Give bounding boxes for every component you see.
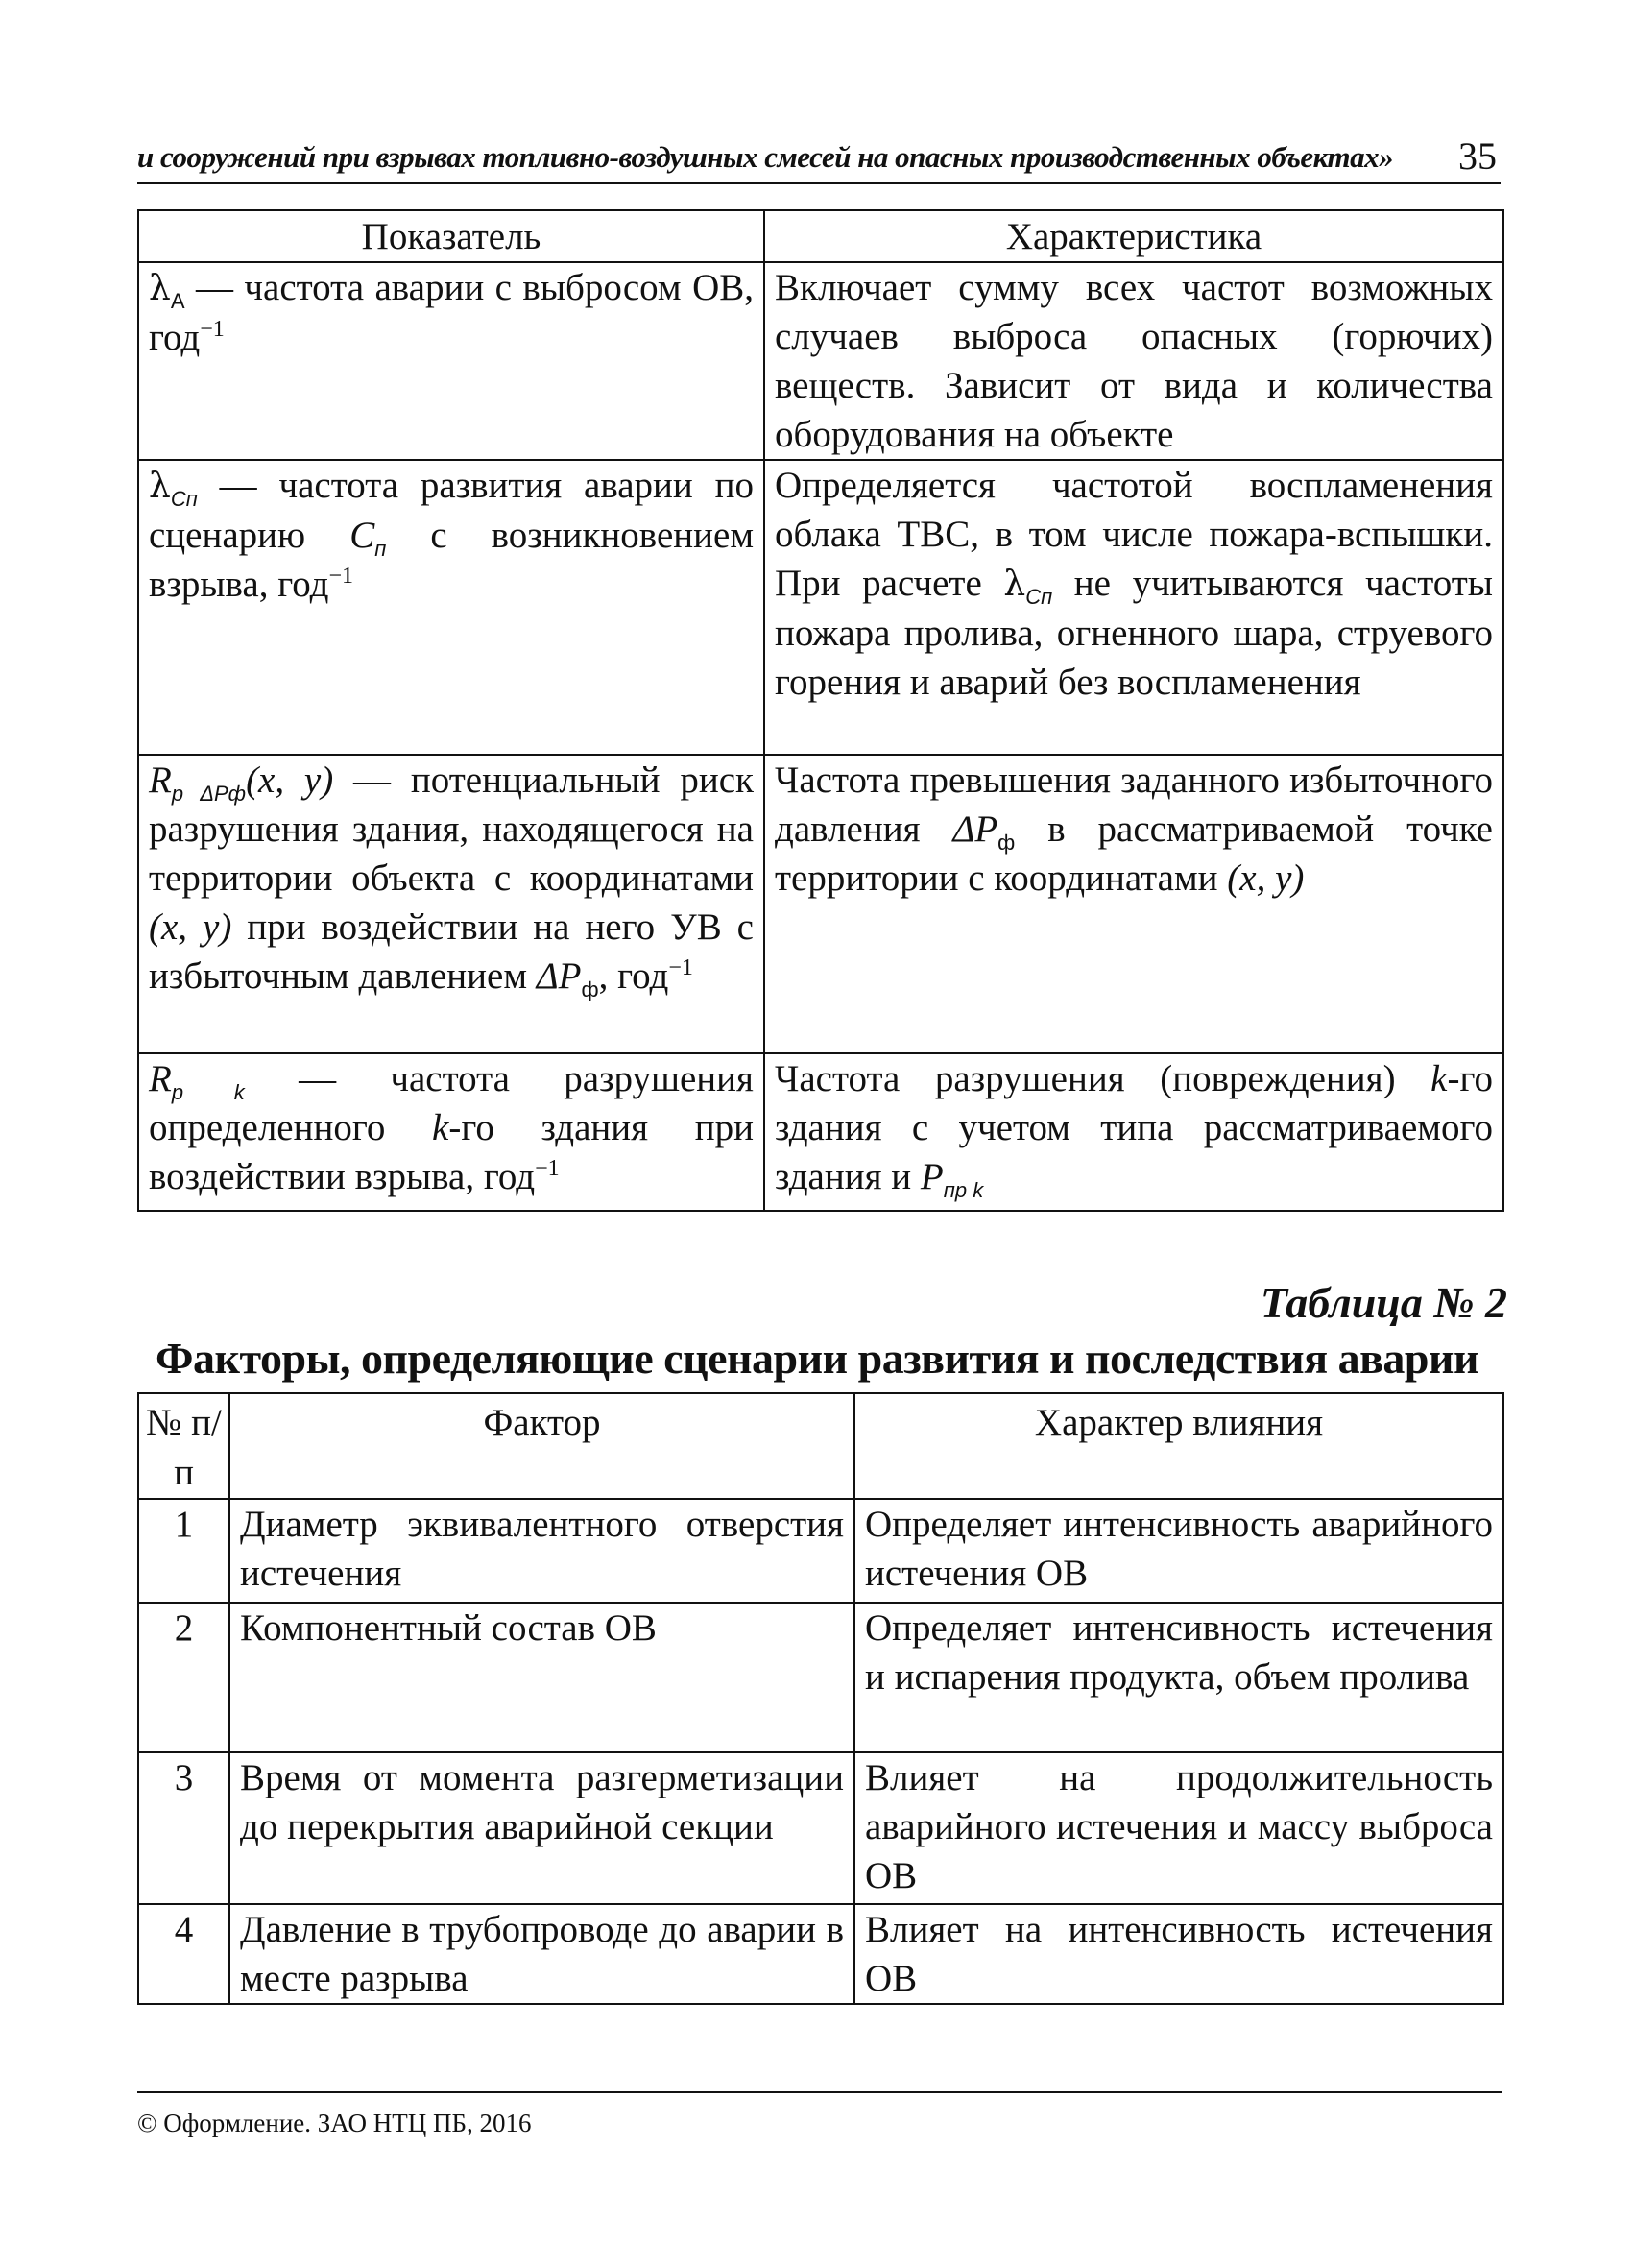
table-row — [138, 1499, 1503, 1603]
row-number: 4 — [138, 1904, 229, 2004]
row-number: 3 — [138, 1752, 229, 1904]
factor-cell: Диаметр эквивалентного отверстия истечения — [229, 1499, 854, 1603]
row-number: 2 — [138, 1603, 229, 1752]
table-row — [138, 1904, 1503, 2004]
table-caption: Факторы, определяющие сценарии развития и последствия аварии — [156, 1334, 1479, 1383]
column-header-number: № п/п — [138, 1393, 229, 1499]
factor-cell: Давление в трубопроводе до аварии в месте разрыва — [229, 1904, 854, 2004]
column-header-effect: Характер влияния — [854, 1393, 1503, 1499]
effect-cell: Влияет на продолжительность аварийного истечения и массу выброса ОВ — [854, 1752, 1503, 1904]
table-row — [138, 262, 1503, 460]
page-number: 35 — [1458, 134, 1497, 178]
table-row — [138, 1053, 1503, 1211]
factor-cell: Время от момента разгерметизации до перекрытия аварийной секции — [229, 1752, 854, 1904]
indicator-cell: $R_{р k}$ — частота разрушения определенного k-го здания при воздействии взрыва, год$^{-1}$ — [138, 1053, 764, 1211]
table-row — [138, 460, 1503, 755]
factors-table — [137, 1392, 1504, 2005]
table-row — [138, 1603, 1503, 1752]
effect-cell: Определяет интенсивность истечения и испарения продукта, объем пролива — [854, 1603, 1503, 1752]
row-number: 1 — [138, 1499, 229, 1603]
characteristic-cell: Частота разрушения (повреждения) k-го здания с учетом типа рассматриваемого здания и $P_{пр k}$ — [764, 1053, 1503, 1211]
indicator-cell: $\lambda_{Cп}$ — частота развития аварии по сценарию $C_п$ с возникновением взрыва, год$^{-1}$ — [138, 460, 764, 755]
running-title: и сооружений при взрывах топливно-воздушных смесей на опасных производственных объектах» — [137, 140, 1394, 174]
column-header-characteristic: Характеристика — [764, 210, 1503, 262]
copyright-notice: © Оформление. ЗАО НТЦ ПБ, 2016 — [137, 2109, 532, 2137]
indicator-cell: $R_{р \Delta Pф}(x$, y) — потенциальный риск разрушения здания, находящегося на территории объекта с координатами (x, y) при воздействии на него УВ с избыточным давлением $\Delta P_ф$, год$^{-1}$ — [138, 755, 764, 1053]
characteristic-cell: Определяется частотой воспламенения облака ТВС, в том числе пожара-вспышки. При расчете $\lambda_{Cп}$ не учитываются частоты пожара пролива, огненного шара, струевого горения и аварий без воспламенения — [764, 460, 1503, 755]
factor-cell: Компонентный состав ОВ — [229, 1603, 854, 1752]
indicators-table — [137, 209, 1504, 1212]
table-row — [138, 755, 1503, 1053]
page-header — [137, 133, 1501, 184]
characteristic-cell: Включает сумму всех частот возможных случаев выброса опасных (горючих) веществ. Зависит от вида и количества оборудования на объекте — [764, 262, 1503, 460]
effect-cell: Определяет интенсивность аварийного истечения ОВ — [854, 1499, 1503, 1603]
effect-cell: Влияет на интенсивность истечения ОВ — [854, 1904, 1503, 2004]
table-header-row — [138, 1393, 1503, 1499]
page-footer — [137, 2091, 1502, 2137]
characteristic-cell: Частота превышения заданного избыточного давления $\Delta P_ф$ в рассматриваемой точке территории с координатами (x, y) — [764, 755, 1503, 1053]
indicator-cell: $\lambda_А$ — частота аварии с выбросом ОВ, год$^{-1}$ — [138, 262, 764, 460]
column-header-indicator: Показатель — [138, 210, 764, 262]
column-header-factor: Фактор — [229, 1393, 854, 1499]
table-row — [138, 1752, 1503, 1904]
table-number-label: Таблица № 2 — [1260, 1278, 1507, 1327]
table-header-row — [138, 210, 1503, 262]
